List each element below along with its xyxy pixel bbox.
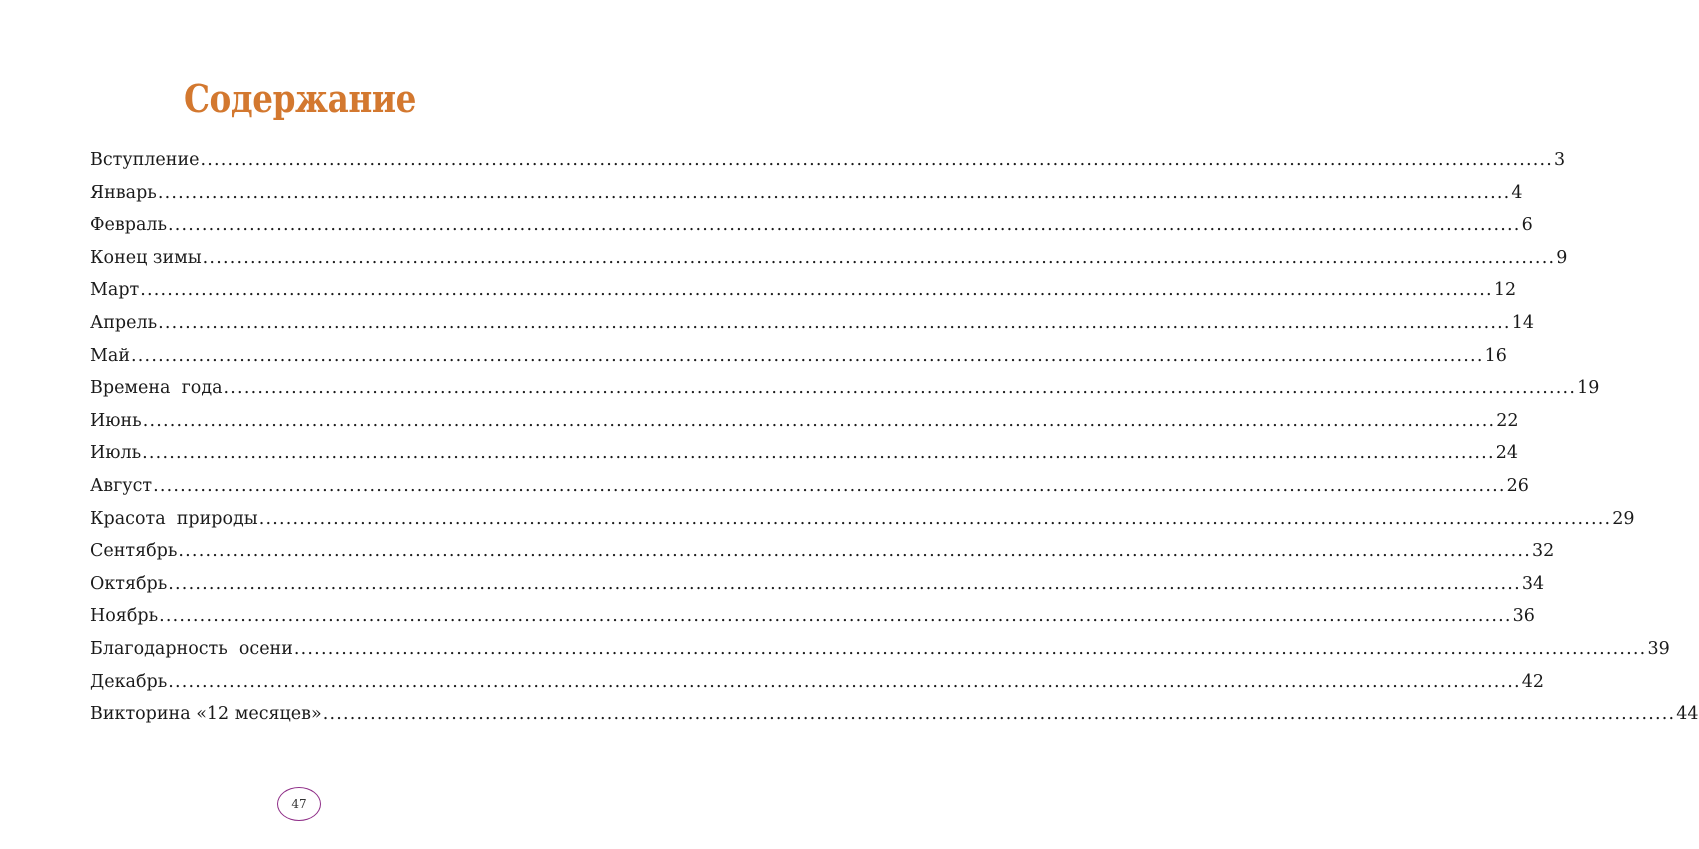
toc-entry[interactable] bbox=[90, 470, 1529, 503]
toc-entry-page: 39 bbox=[1647, 638, 1670, 659]
toc-dot-leader: ........................................................................................................................................................................................................ bbox=[178, 541, 1531, 562]
toc-entry-title: Красота природы bbox=[90, 508, 258, 529]
toc-entry[interactable] bbox=[90, 209, 1533, 242]
toc-entry[interactable] bbox=[90, 177, 1523, 210]
toc-dot-leader: ........................................................................................................................................................................................................ bbox=[293, 638, 1647, 659]
toc-entry[interactable] bbox=[90, 372, 1600, 405]
toc-entry-page: 12 bbox=[1493, 280, 1517, 301]
toc-entry[interactable] bbox=[90, 600, 1535, 633]
toc-entry[interactable] bbox=[90, 242, 1568, 275]
toc-entry-title: Март bbox=[90, 280, 140, 301]
toc-dot-leader: ........................................................................................................................................................................................................ bbox=[140, 280, 1493, 301]
toc-dot-leader: ........................................................................................................................................................................................................ bbox=[131, 345, 1484, 366]
toc-dot-leader: ........................................................................................................................................................................................................ bbox=[202, 247, 1556, 268]
toc-entry-page: 22 bbox=[1496, 410, 1519, 431]
toc-dot-leader: ........................................................................................................................................................................................................ bbox=[168, 215, 1521, 236]
toc-entry[interactable] bbox=[90, 405, 1519, 438]
toc-entry-page: 32 bbox=[1531, 541, 1555, 562]
toc-entry-title: Январь bbox=[90, 182, 157, 203]
toc-dot-leader: ........................................................................................................................................................................................................ bbox=[168, 573, 1521, 594]
toc-dot-leader: ........................................................................................................................................................................................................ bbox=[157, 182, 1511, 203]
toc-dot-leader: ........................................................................................................................................................................................................ bbox=[159, 606, 1512, 627]
toc-entry-title: Апрель bbox=[90, 312, 158, 333]
toc-entry-page: 36 bbox=[1512, 606, 1535, 627]
toc-entry-page: 16 bbox=[1484, 345, 1507, 366]
toc-entry-page: 9 bbox=[1556, 247, 1568, 268]
toc-entry-page: 24 bbox=[1495, 443, 1518, 464]
toc-entry[interactable] bbox=[90, 666, 1545, 699]
page-number-badge: 47 bbox=[277, 787, 321, 821]
toc-entry-title: Октябрь bbox=[90, 573, 168, 594]
toc-dot-leader: ........................................................................................................................................................................................................ bbox=[168, 671, 1521, 692]
toc-entry-page: 42 bbox=[1521, 671, 1545, 692]
toc-entry-title: Сентябрь bbox=[90, 541, 178, 562]
toc-entry-title: Июнь bbox=[90, 410, 142, 431]
toc-entry-page: 3 bbox=[1554, 150, 1566, 170]
toc-entry-page: 14 bbox=[1511, 312, 1534, 333]
toc-entry-page: 34 bbox=[1521, 573, 1545, 594]
toc-entry[interactable] bbox=[90, 568, 1545, 601]
toc-entry-page: 4 bbox=[1511, 182, 1523, 203]
toc-entry-title: Вступление bbox=[90, 150, 200, 170]
toc-entry[interactable] bbox=[90, 340, 1507, 373]
toc-entry[interactable] bbox=[90, 274, 1517, 307]
toc-dot-leader: ........................................................................................................................................................................................................ bbox=[158, 312, 1511, 333]
toc-entry-title: Викторина «12 месяцев» bbox=[90, 704, 322, 725]
toc-entry-page: 44 bbox=[1676, 704, 1699, 725]
toc-entry[interactable] bbox=[90, 698, 1699, 731]
toc-entry-title: Февраль bbox=[90, 215, 168, 236]
toc-entry-page: 29 bbox=[1612, 508, 1635, 529]
page-title: Содержание bbox=[183, 76, 417, 121]
toc-entry-title: Конец зимы bbox=[90, 247, 202, 268]
toc-dot-leader: ........................................................................................................................................................................................................ bbox=[142, 443, 1495, 464]
toc-entry-title: Май bbox=[90, 345, 131, 366]
toc-entry-page: 19 bbox=[1577, 378, 1600, 399]
toc-entry-page: 6 bbox=[1521, 215, 1533, 236]
toc-entry[interactable] bbox=[90, 503, 1635, 536]
toc-entry[interactable] bbox=[90, 633, 1670, 666]
toc-entry-title: Август bbox=[90, 475, 153, 496]
toc-dot-leader: ........................................................................................................................................................................................................ bbox=[153, 475, 1506, 496]
toc-dot-leader: ........................................................................................................................................................................................................ bbox=[322, 704, 1676, 725]
toc-dot-leader: ........................................................................................................................................................................................................ bbox=[142, 410, 1496, 431]
table-of-contents bbox=[90, 144, 1699, 731]
toc-entry-title: Декабрь bbox=[90, 671, 168, 692]
toc-entry[interactable] bbox=[90, 307, 1534, 340]
toc-entry-page: 26 bbox=[1506, 475, 1529, 496]
toc-entry-title: Благодарность осени bbox=[90, 638, 293, 659]
toc-entry[interactable] bbox=[90, 437, 1518, 470]
toc-entry-title: Июль bbox=[90, 443, 142, 464]
toc-dot-leader: ........................................................................................................................................................................................................ bbox=[200, 150, 1554, 170]
toc-entry[interactable] bbox=[90, 144, 1566, 177]
toc-entry-title: Ноябрь bbox=[90, 606, 159, 627]
toc-dot-leader: ........................................................................................................................................................................................................ bbox=[223, 378, 1577, 399]
toc-dot-leader: ........................................................................................................................................................................................................ bbox=[258, 508, 1612, 529]
toc-entry[interactable] bbox=[90, 535, 1555, 568]
toc-entry-title: Времена года bbox=[90, 378, 223, 399]
